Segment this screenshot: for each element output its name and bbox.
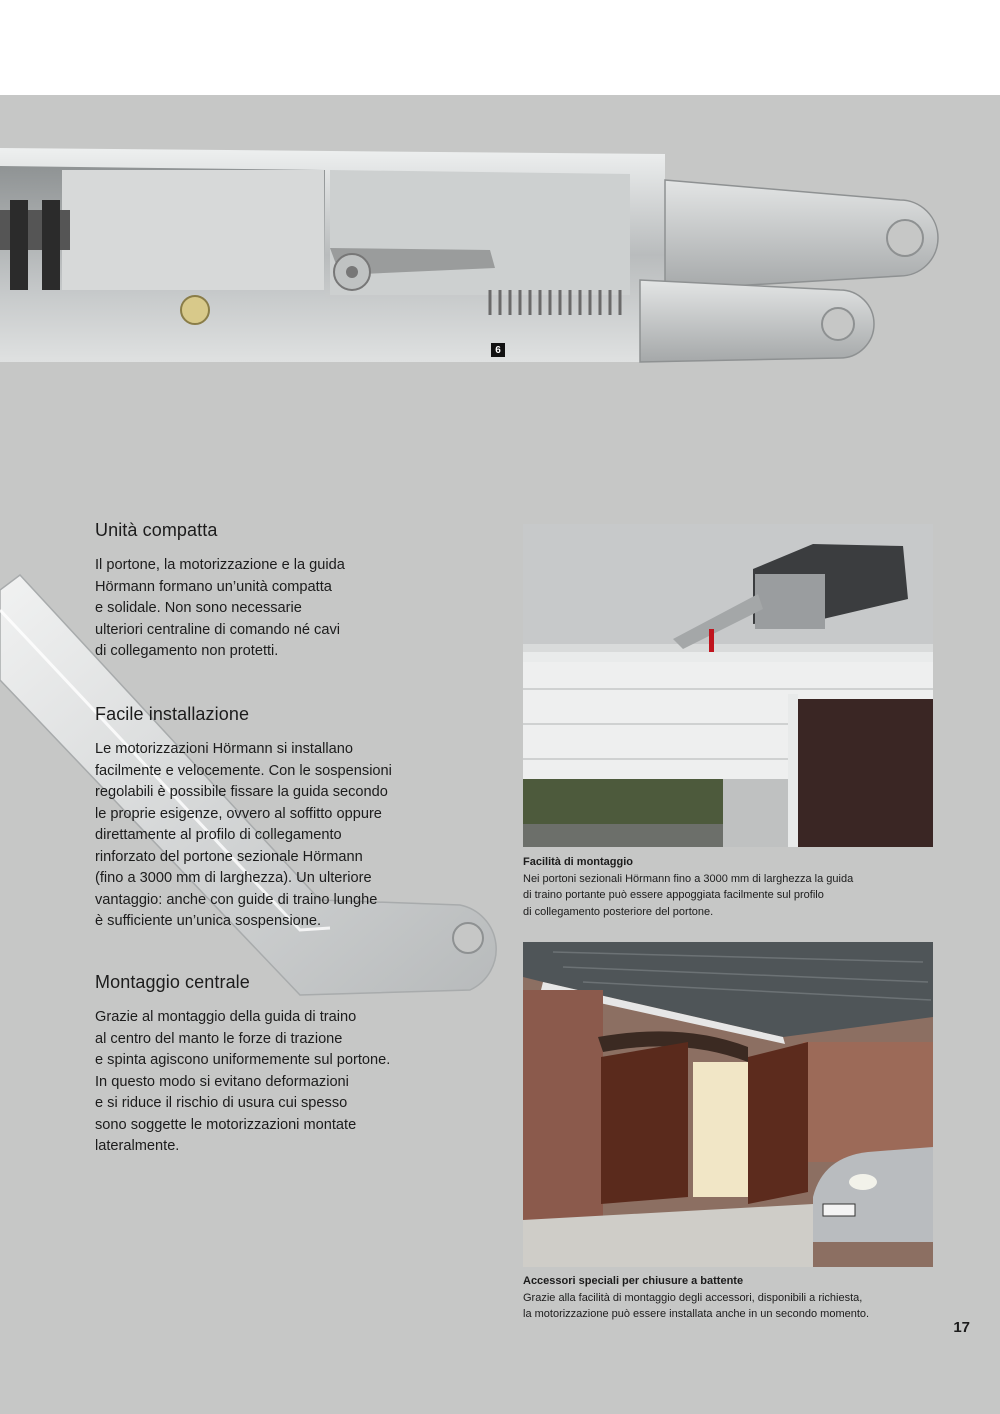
photo-caption: Accessori speciali per chiusure a battente Grazie alla facilità di montaggio degli accessori, disponibili a richiesta, la motorizzazione può essere installata anche in un secondo momento. bbox=[523, 1273, 933, 1323]
caption-title: Facilità di montaggio bbox=[523, 856, 634, 868]
section-facile-installazione bbox=[95, 704, 392, 933]
section-montaggio-centrale bbox=[95, 972, 390, 1158]
section-unita-compatta bbox=[95, 520, 345, 663]
section-heading: Facile installazione bbox=[95, 704, 250, 724]
figure-number-badge: 6 bbox=[491, 343, 505, 357]
section-heading: Unità compatta bbox=[95, 520, 218, 540]
section-body: Le motorizzazioni Hörmann si installano facilmente e velocemente. Con le sospensioni regolabili è possibile fissare la guida secondo le proprie esigenze, ovvero al soffitto oppure direttamente al profilo di collegamento rinforzato del portone sezionale Hörmann (fino a 3000 mm di larghezza). Un ulteriore vantaggio: anche con guide di traino lunghe è sufficiente un’unica sospensione. bbox=[95, 741, 392, 929]
swing-gate-garage-photo bbox=[523, 942, 933, 1267]
photo-caption: Facilità di montaggio Nei portoni sezionali Hörmann fino a 3000 mm di larghezza la guida di traino portante può essere appoggiata facilmente sul profilo di collegamento posteriore del portone. bbox=[523, 854, 933, 920]
garage-operator-photo bbox=[523, 524, 933, 847]
section-body: Grazie al montaggio della guida di traino al centro del manto le forze di trazione e spinta agiscono uniformemente sul portone. In questo modo si evitano deformazioni e si riduce il rischio di usura cui spesso sono soggette le motorizzazioni montate lateralmente. bbox=[95, 1009, 391, 1154]
page-number: 17 bbox=[953, 1319, 970, 1336]
section-heading: Montaggio centrale bbox=[95, 972, 250, 992]
section-body: Il portone, la motorizzazione e la guida Hörmann formano un’unità compatta e solidale. Non sono necessarie ulteriori centraline di comando né cavi di collegamento non protetti. bbox=[95, 557, 345, 659]
caption-title: Accessori speciali per chiusure a battente bbox=[523, 1275, 744, 1287]
